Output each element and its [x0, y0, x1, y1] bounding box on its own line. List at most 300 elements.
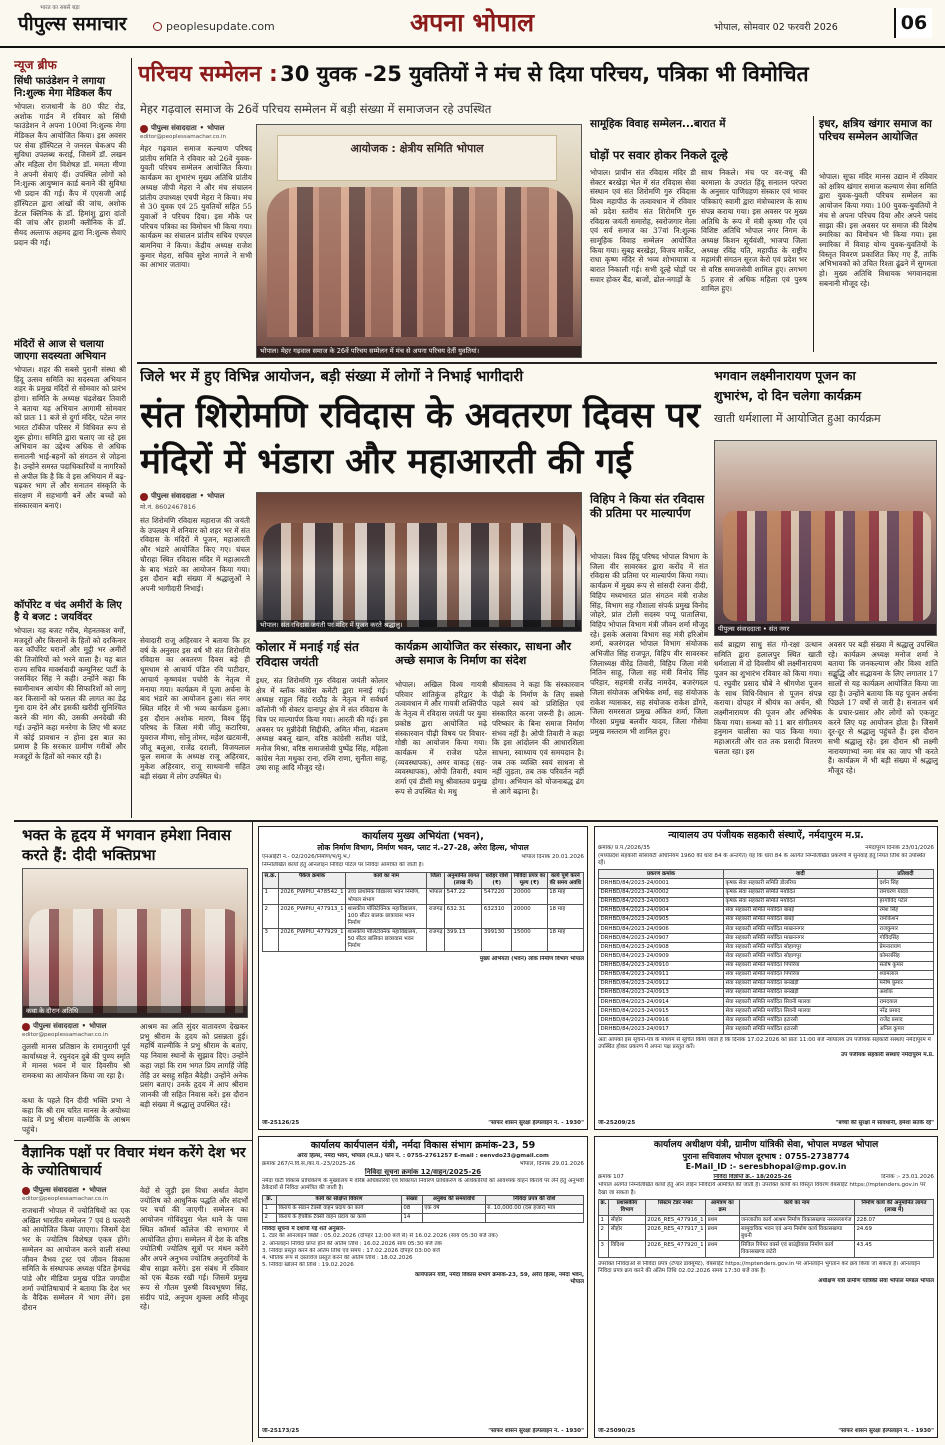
laxmi-subhead: खाती धर्मशाला में आयोजित हुआ कार्यक्रम	[714, 412, 881, 425]
table-cell	[422, 1213, 485, 1222]
bhakt-photo	[22, 868, 248, 1018]
ad-court-ref: क्रमांक/ प्र.प./2026/35	[598, 844, 651, 851]
ad-pwd-table	[262, 872, 584, 952]
ad-narmada-address: अरेरा हिल्स, नर्मदा भवन, भोपाल (म.प्र.) फोन नं. : 0755-2761257 E-mail : eenvdo23@gmail.com	[297, 1152, 549, 1159]
table-cell: सेवा सहकारी समिति मर्यादित सोहागपुर	[723, 943, 877, 952]
website-link[interactable]: peoplesupdate.com	[166, 20, 275, 33]
photo-banner	[277, 135, 557, 181]
editor-email: editor@peoplessamachar.co.in	[22, 1032, 109, 1039]
laxmi-photo-caption: पीपुल्स संवाददाता • संत नगर	[715, 624, 937, 635]
paper-logo: पीपुल्स समाचार	[18, 13, 127, 35]
ad-pwd-slogan: "साफर शासन सुरक्षा हेल्पलाइन नं. - 1930"	[488, 1119, 584, 1126]
table-cell: किराये के सेडान टैक्सी वाहन प्रदाय का कार्य	[276, 1204, 401, 1213]
table-row	[263, 928, 584, 951]
table-cell: DRHBD/84/2023-24/0906	[599, 925, 724, 934]
top-story-photo	[256, 124, 582, 358]
brief-2-body: भोपाल। शहर की सबसे पुरानी संस्था श्री हिंदू उत्सव समिति का सदस्यता अभियान शहर के प्रमुख मंदिरों से सोमवार को प्रारंभ होगा। समिति के अध्यक्ष चंद्रशेखर तिवारी ने बताया यह अभियान आगामी सोमवार को प्रातः 11 बजे से दुर्गा मंदिर, पटेल नगर भारत टॉकीज परिसर में विधिवत रूप से शुरू होगा। समिति द्वारा चलाए जा रहे इस अभियान का उद्देश्य अधिक से अधिक सनातनी भाई-बहनों को संगठन से जोड़ना है। उन्होंने समस्त पदाधिकारियों व नागरिकों से अपील कि है कि वे इस अभियान में बढ़-चढ़कर भाग लें और सनातन संस्कृति के संरक्षण में सहभागी बनें और बच्चों को संस्कारवान बनाएं।	[14, 364, 126, 510]
ad-rural-subtitle: निविदा विज्ञप्ति क्र.- 18/2025-26	[713, 1173, 792, 1180]
table-cell: राजगढ़	[427, 905, 445, 928]
ad-narmada-sign: कार्यपालन यंत्री, नर्मदा विकास संभाग क्रमांक-23, 59, अरेरा हिल्स, नर्मदा भवन, भोपाल	[414, 1271, 584, 1285]
table-cell: DRHBD/84/2023-24/0003	[599, 897, 724, 906]
table-cell: DRHBD/84/2023-24/0904	[599, 906, 724, 915]
table-header-row	[599, 870, 934, 879]
table-cell: सेवा सहकारी समिति मर्यादित सिवनी मालवा	[723, 1007, 877, 1016]
ad-court-refno: जी-25209/25	[598, 1119, 636, 1126]
brief-3-body: भोपाल। यह बजट गरीब, मेहनतकश वर्गों, मजदूरों और किसानों के हितों को दरकिनार कर कॉर्पोरेट घरानों और मुट्ठी भर अमीरों की तिजोरियों को भरने वाला है। यह बात राज्य सचिव मार्क्सवादी कम्युनिस्ट पार्टी के जसविंदर सिंह ने कही। उन्होंने कहा कि स्वामीनाथन आयोग की सिफारिशों को लागू कर किसानों को फसल की लागत का डेढ़ गुना दाम देने और इसकी खरीदी सुनिश्चित करने की मांग की, उसकी अनदेखी की गई। उन्होंने कहा मनरेगा के लिए भी बजट में कोई प्रावधान न होना इस बात का प्रमाण है कि सरकार ग्रामीण गरीबों और मजदूरों के हितों को नकार रही है।	[14, 625, 126, 761]
seated-crowd	[723, 511, 931, 621]
table-cell: प्रथम	[706, 1216, 739, 1225]
ad-court-table	[598, 869, 934, 1034]
vivah-kicker: सामूहिक विवाह सम्मेलन...बारात में	[590, 118, 726, 130]
byline-place: भोपाल	[207, 124, 225, 132]
table-row	[263, 1204, 584, 1213]
table-cell: कृषक सेवा सहकारी समिति मर्यादित	[723, 897, 877, 906]
ad-court-refline	[598, 845, 934, 852]
table-cell: 2026_PWPIU_477929_1	[278, 928, 345, 951]
ad-court-sign: उप पंजीयक सहकारी संस्थाऐं नर्मदापुरम म.प्र.	[841, 1052, 934, 1059]
table-cell: सेवा सहकारी समिति मर्यादित पिपरिया	[723, 961, 877, 970]
top-story-headline	[138, 60, 938, 94]
table-header-cell: क्र.	[263, 1195, 277, 1204]
table-cell: हरगोविंद पटेल	[877, 897, 933, 906]
table-cell: सिविल रिपेयर वर्क्स एवं बाउंड्रीवाल निर्माण कार्य विकासखण्ड लटेरी	[739, 1241, 854, 1257]
table-header-cell: पैकेज क्रमांक	[278, 872, 345, 888]
laxmi-headline: शुभारंभ, दो दिन चलेगा कार्यक्रम	[714, 388, 862, 403]
section-title: अपना भोपाल	[409, 8, 535, 37]
ad-rural-ref: क्रमांक 107	[598, 1173, 624, 1180]
ad-rural-footer: उपरोक्त निविदाओं से निविदा प्रपत्र (टेण्डर डाक्यूमेंट), वेबसाईट https://mptenders.gov.in पर ऑनलाईन भुगतान कर क्रय किया जा सकता है। ऑनलाईन निविदा प्रपत्र क्रय करने की अंतिम तिथि 02.02.2026 समय 17:30 बजे तक है।	[598, 1260, 921, 1274]
top-story-body: मेहर गढ़वाल समाज कल्याण परिषद प्रांतीय समिति ने रविवार को 26वें युवक-युवती परिचय सम्मेलन आयोजित किया। कार्यक्रम का शुभारंभ मुख्य अतिथि प्रांतीय अध्यक्ष जीपी मेहरा ने और मंच संचालन प्रांतीय उपाध्यक्ष एचपी मेहरा ने किया। मंच से 30 युवक एवं 25 युवतियों सहित 55 युवाओं ने परिचय दिया। इस मौके पर परिचय पत्रिका का विमोचन भी किया गया। कार्यक्रम का संचालन प्रांतीय सचिव एचएल बामनिया ने किया। केंद्रीय अध्यक्ष राजेश कुमार मेहरा, सचिव सुरेश नागले ने सभी का आभार जताया।	[140, 144, 252, 270]
table-cell: राजकुमार	[877, 925, 933, 934]
kshatriya-headline: इधर, क्षत्रिय खंगार समाज का परिचय सम्मेलन आयोजित	[819, 118, 932, 144]
table-header-cell: स.क्र.	[263, 872, 279, 888]
table-cell: 20000	[512, 905, 548, 928]
ad-court-notice	[594, 826, 938, 1130]
table-cell: 15000	[512, 928, 548, 951]
bhakt-body-2: कथा के पहले दिन दीदी भक्ति प्रभा ने कहा कि श्री राम चरित मानस के अयोध्या कांड में प्रभु श्रीराम वाल्मीकि के आश्रम पहुंचे।	[22, 1096, 130, 1135]
table-header-row	[263, 872, 584, 888]
kshatriya-body: भोपाल। सूफा मंदिर मानस उद्यान में रविवार को क्षत्रिय खंगार समाज कल्याण सेवा समिति द्वारा युवक-युवती परिचय सम्मेलन का आयोजन किया गया। 100 युवक-युवतियों ने मंच से अपना परिचय दिया और अपने पसंद साझा की। इस अवसर पर समाज की विशेष स्मारिका का विमोचन भी किया गया। इस स्मारिका में विवाह योग्य युवक-युवतियों के विस्तृत विवरण प्रकाशित किए गए हैं, ताकि अभिभावकों को उचित रिश्ता ढूंढने में सुगमता हो। मुख्य अतिथि विधायक भगवानदास सबनानी मौजूद रहे।	[819, 172, 937, 288]
ad-pwd-notice: निम्नलिखित कार्यों हेतु ऑनलाइन निविदा पोर्टल पर निविदा आमंत्रित की जाती है।	[262, 862, 424, 869]
table-header-cell: निविदा प्रपत्र की राशि	[485, 1195, 583, 1204]
ad-narmada-date: भोपाल, दिनांक 29.01.2026	[519, 1160, 584, 1167]
table-row	[599, 998, 934, 1007]
table-cell: सेवा सहकारी समिति मर्यादित बाबई	[723, 906, 877, 915]
column-divider	[131, 58, 132, 818]
laxmi-place: संत नगर	[768, 625, 790, 634]
table-cell: DRHBD/84/2023-24/0913	[599, 988, 724, 997]
ad-pwd-title: कार्यालय मुख्य अभियंता (भवन),	[362, 831, 484, 842]
news-brief-column	[14, 58, 126, 818]
ad-pwd-date: भोपाल दिनांक 20.01.2026	[521, 854, 584, 861]
section-divider	[14, 820, 938, 822]
table-cell: सेवा सहकारी समिति मर्यादित बाबई	[723, 915, 877, 924]
byline-icon	[22, 1187, 30, 1195]
table-row	[599, 879, 934, 888]
vhp-body: भोपाल। विश्व हिंदू परिषद भोपाल विभाग के जिला वीर सावरकर द्वारा करोंद में संत रविदास की प्रतिमा पर माल्यार्पण किया गया। कार्यक्रम में मुख्य रूप से सांसदी रंजना दीदी, विहिप मध्यभारत प्रांत संगठन मंत्री राजेश सिंह, विभाग सह गौशाला संपर्क प्रमुख विनोद जोहरे, प्रांत टोली सदस्य पप्पू पातालिया, विहिप भोपाल विभाग मंत्री जीवन शर्मा मौजूद रहे। इसके अलावा विभाग सह मंत्री हरिओम शर्मा, बजरंगदल भोपाल विभाग संयोजक अभिजीत सिंह राजपूत, विहिप वीर सावरकर जिलाध्यक्ष वीरेंद्र तिवारी, विहिप जिला मंत्री नितिन साहू, जिला सह मंत्री विनोद सिंह परिहार, सहमंत्री राजेंद्र नामदेव, बजरंगदल जिला संयोजक अभिषेक शर्मा, सह संयोजक राकेश ग्यासकर, सह संयोजक राकेश डोंगरे, जिला समरसता प्रमुख अंकित शर्मा, जिला गौरक्षा प्रमुख बलवीर यादव, जिला गौसेवा प्रमुख मस्तराम भी शामिल हुए।	[590, 552, 708, 736]
lead-body-1: संत शिरोमणि रविदास महाराज की जयंती के उपलक्ष्य में शनिवार को शहर भर में संत रविदास के मंदिरों में पूजन, महाआरती और भंडारे आयोजित किए गए। चंचल चौराहा स्थित रविदास मंदिर में महाआरती के बाद भंडारे का आयोजन किया गया। इस दौरान बड़ी संख्या में श्रद्धालुओं ने अपनी भागीदारी निभाई।	[140, 516, 250, 593]
vaigyanik-body-2: वेदों से जुड़ी इस विधा अर्थात वेदांग ज्योतिष को आधुनिक पद्धति और संदर्भों पर चर्चा की जाएगी। सम्मेलन का आयोजन गोविंदपुरा भेल थाने के पास स्थित कॉमर्स कॉलेज की सभागार में आयोजित होगा। सम्मेलन में देश के वरिष्ठ ज्योतिषी ज्योतिष सूत्रों पर मंथन करेंगे और अपने अनुभव ज्योतिष अनुरागियों के बीच साझा करेंगे। इस संबंध में रविवार को एक बैठक रखी गई। जिसमें प्रमुख रूप से गौतम पुरुषी विश्वभूषण सिंह, संदीप पांडे, अनूपम शुक्ला आदि मौजूद रहे।	[140, 1186, 248, 1312]
globe-icon	[153, 22, 162, 31]
table-header-cell: निर्माण कार्य की अनुमानित लागत (लाख में)	[854, 1199, 933, 1215]
ad-narmada-slogan: "साफर शासन सुरक्षा हेल्पलाइन नं. - 1930"	[488, 1427, 584, 1434]
ad-rural-date: दिनांक :- 23.01.2026	[881, 1173, 934, 1180]
ad-pwd-footer: मुख्य अभियंता (भवन) लोक निर्माण विभाग भोपाल	[479, 955, 584, 962]
byline-name: पीपुल्स संवाददाता	[33, 1186, 79, 1194]
table-cell: राजगढ़	[427, 928, 445, 951]
table-cell: 14	[401, 1213, 422, 1222]
list-item: 3. निविदा प्रस्तुत करने की अंतिम तिथि एवं समय : 17.02.2026 दोपहर 03:00 बजे	[262, 1247, 440, 1254]
ad-narmada-title: कार्यालय कार्यपालन यंत्री, नर्मदा विकास संभाग क्रमांक-23, 59	[310, 1140, 536, 1151]
bhakt-byline: पीपुल्स संवाददाता • भोपाल editor@peoplessamachar.co.in	[22, 1022, 142, 1040]
table-cell: DRHBD/84/2023-24/0909	[599, 952, 724, 961]
vivah-headline: घोड़ों पर सवार होकर निकले दूल्हे	[590, 148, 728, 162]
section-divider	[137, 362, 937, 364]
table-cell: अशोक	[877, 988, 933, 997]
table-cell: DRHBD/84/2023-24/0914	[599, 998, 724, 1007]
sanskar-headline: कार्यक्रम आयोजित कर संस्कार, साधना और अच्छे समाज के निर्माण का संदेश	[395, 640, 571, 668]
table-cell: 228.07	[854, 1216, 933, 1225]
table-cell: संतोष कुमार	[877, 961, 933, 970]
ad-pwd-refno: जी-25126/25	[262, 1119, 300, 1126]
byline-icon	[22, 1023, 30, 1031]
table-header-cell: प्रकरण क्रमांक	[599, 870, 724, 879]
paper-tagline: भारत का सबसे बड़ा	[40, 5, 80, 11]
ad-rural-notice: भोपाल अंतर्गत निम्नलिखित कार्यों हेतु ऑन लाईन निविदायें आमंत्रित की जाती है। उपरोक्त कार्यों का विस्तृत विवरण वेबसाईट https://mptenders.gov.in पर देखा जा सकता है।	[598, 1182, 926, 1196]
table-cell: 547.22	[445, 888, 482, 904]
table-cell: रामचरण यादव	[877, 888, 933, 897]
table-row	[599, 1225, 934, 1241]
top-story-title: 30 युवक -25 युवतियों ने मंच से दिया परिचय, पत्रिका भी विमोचित	[280, 62, 809, 86]
table-cell: 18 माह	[547, 905, 583, 928]
top-story-byline: पीपुल्स संवाददाता • भोपाल editor@peoplessamachar.co.in	[140, 124, 252, 144]
table-cell: DRHBD/84/2023-24/0912	[599, 979, 724, 988]
table-header-cell: वादी	[723, 870, 877, 879]
table-row	[599, 1025, 934, 1034]
brief-1-title: सिंधी फाउंडेशन ने लगाया नि:शुल्क मेगा मेडिकल कैंप	[14, 75, 112, 99]
sanskar-body-1: भोपाल। अखिल विश्व गायत्री परिवार शांतिकुंज हरिद्वार के तत्वावधान में और गायत्री शक्तिपीठ के नेतृत्व में रविदास जयंती पर युवा प्रकोष्ठ द्वारा आयोजित मढ़े संस्कारवान पीढ़ी विषय पर विचार-गोष्ठी का आयोजन किया गया। कार्यक्रम में राजेश पटेल (व्यवस्थापक), अमर वाकड़ (सह-व्यवस्थापक), ओपी तिवारी, श्याम शर्मा एवं डीसी मधु श्रीवास्तव प्रमुख रूप से उपस्थित थे। मधु	[395, 680, 487, 796]
table-cell: 2026_PWPIU_477913_1	[278, 905, 345, 928]
vivah-body-1: भोपाल। प्राचीन संत रविदास मंदिर डी सेक्टर बरखेड़ा भेल में संत रविदास सेवा संस्थान एवं संत शिरोमणि गुरु रविदास विश्व महापीठ के तत्वावधान में रविवार को प्रदेश स्तरीय संत शिरोमणि गुरु रविदास जयंती समारोह, स्वरोजगार मेला एवं सर्व समाज का 37वां नि:शुल्क सामूहिक विवाह सम्मेलन आयोजित किया गया। सुबह बरखेड़ा, विजय मार्केट, राधा कृष्ण मंदिर से भव्य शोभायात्रा व बारात निकाली गई। सभी दूल्हे घोड़ों पर सवार होकर बैंड, बाजों, ढोल-नगाड़ों के	[590, 168, 696, 284]
banner-text: आयोजक : क्षेत्रीय समिति भोपाल	[350, 142, 484, 155]
table-header-row	[599, 1199, 934, 1215]
masthead	[0, 0, 945, 48]
table-cell: श्यामलाल	[877, 970, 933, 979]
table-cell: DRHBD/84/2023-24/0910	[599, 961, 724, 970]
table-cell: 2	[599, 1225, 609, 1241]
table-cell: सीहोर	[609, 1225, 645, 1241]
ad-rural-tender	[594, 1136, 938, 1438]
byline-name: पीपुल्स संवाददाता	[151, 492, 197, 500]
table-row	[599, 961, 934, 970]
table-cell: 2026_RES_477917_1	[645, 1225, 705, 1241]
table-header-cell: प्रशासकीय विभाग	[609, 1199, 645, 1215]
kolar-body: इधर, संत शिरोमणि गुरु रविदास जयंती कोलार क्षेत्र में ब्लॉक कांग्रेस कमेटी द्वारा मनाई गई। अध्यक्ष राहुल सिंह राठौड़ के नेतृत्व में सर्वधर्म कॉलोनी भी सेक्टर दानापुर क्षेत्र में संत रविदास के चित्र पर माल्यार्पण किया गया। आरती की गई। इस अवसर पर मुन्नीदेवी सिद्दीकी, अमित मीना, मंडलम अध्यक्ष बबलू खान, वरिष्ठ कांग्रेसी सतीश पांडे, मनोज मिश्रा, वरिष्ठ समाजसेवी पुष्पेंद्र सिंह, महिला कांग्रेस नेता मधुका राना, रश्मि राणा, सुनीता साहू, उषा साहू आदि मौजूद रहे।	[256, 676, 388, 773]
ad-pwd-ref: एनआईटी नं.- 02/2026/निर्माण/भ/मु.भ./	[262, 854, 351, 861]
brief-1-body: भोपाल। राजधानी के 80 फीट रोड, अशोक गार्डन में रविवार को सिंधी फाउंडेशन ने अपना 100वां नि:शुल्क मेगा मेडिकल कैंप आयोजित किया। इस अवसर पर सेवा हॉस्पिटल ने जनरल चेकअप की सुविधा उपलब्ध कराई, जिसमें डॉ. लखन और महिला रोग विशेषज्ञ डॉ. ममता मीणा ने अपनी सेवाएं दीं। उपस्थित लोगों को नि:शुल्क आयुष्मान कार्ड बनाने की सुविधा भी प्रदान की गई। कैंप में एएसजी आई हॉस्पिटल द्वारा आंखों की जांच, अशोक डेंटल क्लिनिक के डॉ. हिमांशु द्वारा दांतों की जांच और हाशमी क्लीनिक के डॉ. सैयद अल्ताफ अहमद द्वारा नि:शुल्क सेवाएं प्रदान की गईं।	[14, 101, 126, 247]
vivah-body-2: साथ निकले। मंच पर वर-वधू की बरमाला के उपरांत हिंदू सनातन परंपरा के अनुसार पाणिग्रहण संस्कार एवं भावर पत्रिकाएं स्वामी द्वारा मंत्रोच्चारण के साथ संपन्न कराया गया। इस अवसर पर मुख्य अतिथि के रूप में मंत्री कृष्णा गौर एवं विशिष्ट अतिथि भोपाल नगर निगम के अध्यक्ष किशन सूर्यवंशी, भाजपा जिला अध्यक्ष रविंद्र यति, महापीठ के राष्ट्रीय महामंत्री संगठन सूरज केरो एवं प्रदेश भर से वरिष्ठ समाजसेवी शामिल हुए। लगभग 5 हजार से अधिक महिला एवं पुरुष शामिल हुए।	[701, 168, 807, 294]
table-cell: 2026_RES_477920_1	[645, 1241, 705, 1257]
table-cell: DRHBD/84/2023-24/0917	[599, 1025, 724, 1034]
table-cell: 2026_PWPIU_478542_1	[278, 888, 345, 904]
ad-pwd-bottom	[262, 1120, 584, 1127]
page-number: 06	[894, 8, 932, 38]
table-cell: किराये के हैचबैक टैक्सी वाहन प्रदाय का कार्य	[276, 1213, 401, 1222]
table-cell: 3	[263, 928, 279, 951]
vhp-headline: विहिप ने किया संत रविदास की प्रतिमा पर माल्यार्पण	[590, 492, 705, 521]
table-cell: नरेंद्र प्रसाद	[877, 1007, 933, 1016]
table-row	[599, 943, 934, 952]
ad-narmada-table	[262, 1195, 584, 1223]
table-cell: 1	[263, 888, 279, 904]
top-photo-caption: भोपाल। मेहर गढ़वाल समाज के 26वें परिचय सम्मेलन में मंच से अपना परिचय देतीं युवतियां।	[257, 346, 582, 357]
table-cell: सेवा सहकारी समिति मर्यादित माखननगर	[723, 925, 877, 934]
table-cell: 632310	[482, 905, 512, 928]
list-item: 2. ऑनलाइन निविदा प्राप्त होने की अंतिम तिथि : 16.02.2026 सायं 05:30 बजे तक	[262, 1240, 442, 1247]
table-row	[599, 925, 934, 934]
table-header-cell: निविदा प्रपत्र का मूल्य (₹)	[512, 872, 548, 888]
table-cell: रामकिशन	[877, 915, 933, 924]
table-row	[599, 1016, 934, 1025]
table-row	[599, 988, 934, 997]
lead-byline: पीपुल्स संवाददाता • भोपाल मो.नं. 8602467816	[140, 492, 252, 512]
table-cell: कोमलसिंह	[877, 952, 933, 961]
table-cell: उच्च प्राथमिक विद्यालय भवन निर्माण, भोपाल संभाग	[346, 888, 427, 904]
table-row	[599, 906, 934, 915]
table-cell: राजेंद्र प्रसाद	[877, 1016, 933, 1025]
ad-court-footer: अतः आपको इस सूचना-पत्र के माध्यम से सूचित किया जाता है कि दिनांक 17.02.2026 को प्रातः 11:00 बजे न्यायालय उप पंजीयक सहकारी संस्थाएं नर्मदापुरम में उपस्थित होकर प्रकरण में अपना पक्ष प्रस्तुत करें।	[598, 1036, 931, 1050]
table-header-cell: कार्य का संक्षिप्त विवरण	[276, 1195, 401, 1204]
table-header-cell: सिस्टम टेंडर नम्बर	[645, 1199, 705, 1215]
table-header-cell: अनुमानित लागत (लाख में)	[445, 872, 482, 888]
table-cell: सेवा सहकारी समिति मर्यादित बनखेड़ी	[723, 979, 877, 988]
ad-pwd-address: लोक निर्माण विभाग, निर्माण भवन, प्लाट नं.-27-28, अरेरा हिल्स, भोपाल	[317, 843, 529, 853]
laxmi-photo	[714, 440, 937, 636]
ad-narmada-refline	[262, 1161, 584, 1168]
table-cell: 2	[263, 905, 279, 928]
laxmi-byline: पीपुल्स संवाददाता	[718, 625, 761, 634]
lead-headline: संत शिरोमणि रविदास के अवतरण दिवस पर मंदिरों में भंडारा और महाआरती की गई	[140, 396, 701, 483]
table-row	[599, 1007, 934, 1016]
bhakt-body-1: तुलसी मानस प्रतिष्ठान के रामानुरागी पूर्व कार्याध्यक्ष ने. रघुनंदन दुबे की पुण्य स्मृति में मानस भवन में चार दिवसीय श्री रामकथा का आयोजन किया जा रहा है।	[22, 1042, 130, 1081]
table-cell: प्रेमनारायण	[877, 943, 933, 952]
table-row	[599, 934, 934, 943]
table-row	[599, 888, 934, 897]
table-cell: कृषक सेवा सहकारी समिति डोलरिया	[723, 879, 877, 888]
ad-court-notice-text: (मध्यप्रदेश सहकारी सोसायटी अधिनियम 1960 की धारा 84 के अन्तर्गत) यह कि धारा 84 के अंतर्गत निम्नलिखित प्रकरणों में सुनवाई हेतु नियत तिथि को उपस्थित रहें।	[598, 852, 926, 867]
table-cell: DRHBD/84/2023-24/0911	[599, 970, 724, 979]
ad-rural-slogan: "साफर शासन सुरक्षा हेल्पलाइन नं. - 1930"	[838, 1427, 934, 1434]
lead-body-2: सेवादारी राजू अहिरवार ने बताया कि हर वर्ष के अनुसार इस वर्ष भी संत शिरोमणि रविदास का अवतरण दिवस बड़े ही धूमधाम से आचार्य पंडित रवि पाटीदार, आचार्य कृष्णवंश पचोरी के नेतृत्व में मनाया गया। कार्यक्रम में पूजा अर्चना के बाद भंडारे का आयोजन हुआ। संत नगर स्थित मंदिर में भी भव्य कार्यक्रम हुआ। इस दौरान अशोक मारण, विश्व हिंदू परिषद के जिला मंत्री जीतू कटारिया, युवराज मीणा, सोनू तोमर, महेश खटवानी, जीतू बलूआ, राजेंद्र दराली, विजयलाल फूल समाज के अध्यक्ष राजू अहिरवार, मुकेश अहिरवार, राजू साथवानी सहित बड़ी संख्या में लोग उपस्थित थे।	[140, 636, 250, 781]
table-header-cell: कार्य का नाम	[739, 1199, 854, 1215]
table-cell: एक वर्ष	[422, 1204, 485, 1213]
table-cell: 18 माह	[547, 888, 583, 904]
table-cell: 632.31	[445, 905, 482, 928]
dateline: भोपाल, सोमवार 02 फरवरी 2026	[714, 22, 838, 33]
byline-name: पीपुल्स संवाददाता	[33, 1022, 79, 1030]
table-cell: 399.13	[445, 928, 482, 951]
crowd-silhouettes	[263, 523, 577, 627]
table-cell: 2026_RES_477916_1	[645, 1216, 705, 1225]
top-story-kicker: परिचय सम्मेलन :	[138, 62, 278, 87]
ad-rural-sign: अधीक्षण यंत्री ग्रामीण यांत्रिकी सेवा भोपाल मण्डल भोपाल	[818, 1278, 934, 1285]
table-row	[263, 888, 584, 904]
ad-narmada-dates	[262, 1233, 584, 1269]
table-header-cell: क्र.	[599, 1199, 609, 1215]
table-cell: जनजातीय कार्य आश्रम निर्माण विकासखण्ड नसरुल्लागंज	[739, 1216, 854, 1225]
ad-rural-bottom	[598, 1428, 934, 1435]
byline-name: पीपुल्स संवाददाता	[151, 124, 197, 132]
table-cell: सेवा सहकारी समिति मर्यादित पिपरिया	[723, 970, 877, 979]
table-cell: 2	[263, 1213, 277, 1222]
ad-narmada-tender	[258, 1136, 588, 1438]
table-header-cell: कार्य पूर्ण करने की समय अवधि	[547, 872, 583, 888]
column-divider	[813, 116, 814, 352]
table-cell: 18 माह	[547, 928, 583, 951]
table-cell: रामदयाल	[877, 998, 933, 1007]
top-story-subhead: मेहर गढ़वाल समाज के 26वें परिचय सम्मेलन में बड़ी संख्या में समाजजन रहे उपस्थित	[140, 102, 492, 116]
list-item: 1. टेंडर की ऑनलाइन बिक्री : 05.02.2026 (दोपहर 12:00 बजे से) से 16.02.2026 (सायं 05:30 बजे तक)	[262, 1233, 498, 1240]
table-header-cell: जिला	[427, 872, 445, 888]
table-cell: मनीष कुमार	[877, 979, 933, 988]
vaigyanik-headline: वैज्ञानिक पक्षों पर विचार मंथन करेंगे देश भर के ज्योतिषाचार्य	[22, 1145, 246, 1180]
table-cell: 1	[263, 1204, 277, 1213]
stage-people	[29, 909, 243, 1013]
table-header-cell: प्रतिवादी	[877, 870, 933, 879]
bhakt-body-3: आश्रम का अति सुंदर वातावरण देखकर प्रभु श्रीराम के हृदय को प्रसन्नता हुई। महर्षि वाल्मीकि ने प्रभु श्रीराम के बताए, यह निवास स्थानों के सुझाव दिए। उन्होंने कहा जहां कि राम भगत प्रिय लागहिं जेहि तेहि उर बसहु सहित बैदेही। उन्होंने अनेक प्रसंग बताए। उनके हृदय में आप श्रीराम जानकी जी सहित निवास करें। इस दौरान बड़ी संख्या में श्रद्धालु उपस्थित रहे।	[140, 1022, 248, 1109]
table-cell: DRHBD/84/2023-24/0001	[599, 879, 724, 888]
table-cell: गोविंदसिंह	[877, 934, 933, 943]
byline-place: भोपाल	[89, 1186, 107, 1194]
table-cell: DRHBD/84/2023-24/0915	[599, 1007, 724, 1016]
ad-pwd-tender	[258, 826, 588, 1130]
ad-rural-address: पुराना सचिवालय भोपाल दूरभाष : 0755-2738774	[682, 1151, 850, 1161]
table-row	[599, 970, 934, 979]
ad-narmada-subtitle: निविदा सूचना क्रमांक 12/वाहन/2025-26	[364, 1168, 482, 1177]
table-cell: 399130	[482, 928, 512, 951]
list-item: 5. निविदा खोलने की तिथि : 19.02.2026	[262, 1262, 354, 1269]
list-item: 4. भौतिक रूप से दस्तावेज प्रस्तुत करने की अंतिम तिथि : 18.02.2026	[262, 1255, 413, 1262]
table-row	[263, 905, 584, 928]
table-cell	[485, 1213, 583, 1222]
table-cell: रमेश सिंह	[877, 906, 933, 915]
ad-court-bottom	[598, 1120, 934, 1127]
table-cell: विदिशा	[609, 1241, 645, 1257]
table-cell: दर्शन सिंह	[877, 879, 933, 888]
byline-place: भोपाल	[207, 492, 225, 500]
table-cell: 43.45	[854, 1241, 933, 1257]
table-cell: शासकीय पॉलिटेक्निक महाविद्यालय, 50 सीटर बालिका छात्रावास भवन निर्माण	[346, 928, 427, 951]
laxmi-body-2: अवसर पर बड़ी संख्या में श्रद्धालु उपस्थित रहे। कार्यक्रम अध्यक्ष मनोज शर्मा ने बताया कि जनकल्याण और विश्व शांति सद्बुद्धि और सद्भावना के लिए लगातार 17 सालों से यह कार्यक्रम आयोजित किया जा रहा है। उन्होंने बताया कि यह पूजन अर्चना पिछले 17 वर्षों से जारी है। सनातन धर्म के प्रचार-प्रसार और लोगों को एकजुट करने लिए यह आयोजन होता है। जिसमें दूर-दूर से श्रद्धालु पहुंचते हैं। इस दौरान सभी श्रद्धालु रहे। इस दौरान श्री लक्ष्मी नारायणाभ्यां नमः मंत्र का जाप भी करते हैं। कार्यक्रम में भी बड़ी संख्या में श्रद्धालु मौजूद रहे।	[828, 640, 938, 776]
table-cell: सेवा सहकारी समिति मर्यादित सिवनी मालवा	[723, 998, 877, 1007]
table-row	[599, 952, 934, 961]
editor-email: editor@peoplessamachar.co.in	[22, 1196, 109, 1203]
table-header-cell: संख्या	[401, 1195, 422, 1204]
section-divider	[14, 1140, 252, 1141]
table-cell: सामुदायिक भवन एवं अन्य निर्माण कार्य विकासखण्ड बुधनी	[739, 1225, 854, 1241]
table-cell: प्रथम	[706, 1225, 739, 1241]
table-row	[599, 915, 934, 924]
ad-court-title: न्यायालय उप पंजीयक सहकारी संस्थाऐं, नर्मदापुरम म.प्र.	[668, 830, 864, 841]
lead-photo	[256, 492, 582, 632]
table-row	[599, 979, 934, 988]
table-cell: सेवा सहकारी समिति मर्यादित माखननगर	[723, 934, 877, 943]
table-cell: शासकीय पॉलिटेक्निक महाविद्यालय, 100 सीटर बालक छात्रावास भवन निर्माण	[346, 905, 427, 928]
table-header-cell: अनुबंध की समयावधि	[422, 1195, 485, 1204]
ad-rural-refno: जी-25090/25	[598, 1427, 636, 1434]
table-header-cell: आमंत्रण का क्रम	[706, 1199, 739, 1215]
news-brief-label: न्यूज ब्रीफ	[14, 58, 57, 72]
laxmi-kicker: भगवान लक्ष्मीनारायण पूजन का	[714, 368, 856, 383]
ad-court-slogan: "बच्चों की सुरक्षा में सावधानी, हमेशा सतर्क रहें"	[835, 1119, 934, 1126]
byline-place: भोपाल	[89, 1022, 107, 1030]
ad-narmada-ref: क्रमांक 267/न.वि.सं./का.य.-23/2025-26	[262, 1160, 356, 1167]
table-cell: DRHBD/84/2023-24/0908	[599, 943, 724, 952]
table-cell: अनिल कुमार	[877, 1025, 933, 1034]
vaigyanik-body-1: राजधानी भोपाल में ज्योतिषियों का एक अखिल भारतीय सम्मेलन 7 एवं 8 फरवरी को आयोजित किया जाएगा। जिसमें देश भर के ज्योतिष विशेषज्ञ एकत्र होंगे। सम्मेलन का आयोजन करने वाली संस्था जीवन वैभव ट्रस्ट एवं जीवन विकास समिति के संस्थापक अध्यक्ष पंडित हेमचंद्र पांडे और मीडिया प्रमुख पंडित जगदीश शर्मा ज्योतिषाचार्य ने बताया कि देश भर के वैदिक सम्मेलन में भाग लेंगे। इस दौरान	[22, 1206, 130, 1313]
lead-mobile: मो.नं. 8602467816	[140, 503, 196, 512]
editor-email: editor@peoplessamachar.co.in	[140, 134, 227, 141]
byline-icon	[140, 493, 148, 501]
table-row	[263, 1213, 584, 1222]
table-row	[599, 1241, 934, 1257]
ad-narmada-refno: जी-25173/25	[262, 1427, 300, 1434]
ad-rural-title: कार्यालय अधीक्षण यंत्री, ग्रामीण यांत्रिकी सेवा, भोपाल मण्डल भोपाल	[653, 1140, 879, 1150]
table-cell: कृषक सेवा सहकारी समिति मर्यादित	[723, 888, 877, 897]
table-cell: 3	[599, 1241, 609, 1257]
table-cell: DRHBD/84/2023-24/0916	[599, 1016, 724, 1025]
ad-court-date: नर्मदापुरम दिनांक 23/01/2026	[865, 844, 934, 851]
table-cell: 547220	[482, 888, 512, 904]
ad-narmada-notice: नर्मदा घाटी विकास प्राधिकरण के मुख्यालय में वरिष्ठ अधिकारियों एवं शिकायत निवारण प्राधिकरण के अधिकारियों को आवश्यक वाहन किराये पर लेने हेतु अनुभवी ठेकेदारों से निविदा आमंत्रित की जाती है।	[262, 1178, 584, 1192]
ad-pwd-refline	[262, 854, 584, 861]
bhakt-photo-caption: कथा के दौरान अतिथि	[23, 1006, 248, 1017]
table-row	[599, 897, 934, 906]
brief-2-title: मंदिरों से आज से चलाया जाएगा सदस्यता अभियान	[14, 338, 106, 362]
lead-photo-caption: भोपाल। संत रविदास जयंती पर मंदिर में पूजन करते श्रद्धालु।	[257, 620, 582, 631]
table-cell: 24.69	[854, 1225, 933, 1241]
people-silhouettes	[267, 187, 573, 337]
table-cell: सीहोर	[609, 1216, 645, 1225]
table-cell: DRHBD/84/2023-24/0907	[599, 934, 724, 943]
table-cell: सेवा सहकारी समिति मर्यादित बनखेड़ी	[723, 988, 877, 997]
sanskar-body-2: श्रीवास्तव ने कहा कि संस्कारवान पीढ़ी के निर्माण के लिए सबसे पहले स्वयं को प्रशिक्षित एवं संस्कारित करना जरूरी है। आत्म-परिष्कार के बिना समाज निर्माण संभव नहीं है। ओपी तिवारी ने कहा कि इस आंदोलन की आधारशिला साधना, स्वाध्याय एवं समयदान है। जब तक व्यक्ति स्वयं साधना से नहीं जुड़ता, तब तक परिवर्तन नहीं होगा। अभियान को योजनाबद्ध ढंग से आगे बढ़ाना है।	[492, 680, 584, 796]
laxmi-body-1: सर्व ब्राह्मण साधु संत गो-रक्षा उत्थान समिति द्वारा हलालपुर स्थित खाती धर्मशाला में दो दिवसीय श्री लक्ष्मीनारायण पूजन का शुभारंभ रविवार को किया गया। पं. रघुवीर प्रसाद चौबे ने श्रीगणेश पूजन के साथ विधि-विधान से पूजन संपन्न कराया। दोपहर में श्रीयंत्र का अर्चन, श्री लक्ष्मीनारायण की पूजन और अभिषेक किया गया। सन्ध्या को 11 बार संगीतमय हनुमान चालीसा का पाठ किया गया। महाआरती और रात तक प्रसादी वितरण चलता रहा। इस	[714, 640, 822, 756]
lead-kicker: जिले भर में हुए विभिन्न आयोजन, बड़ी संख्या में लोगों ने निभाई भागीदारी	[140, 369, 524, 385]
table-cell: सेवा सहकारी समिति मर्यादित इटारसी	[723, 1025, 877, 1034]
table-cell: DRHBD/84/2023-24/0002	[599, 888, 724, 897]
table-cell: 08	[401, 1204, 422, 1213]
bhakt-headline: भक्त के हृदय में भगवान हमेशा निवास करते हैं: दीदी भक्तिप्रभा	[22, 826, 232, 864]
table-header-row	[263, 1195, 584, 1204]
table-cell: सेवा सहकारी समिति मर्यादित सोहागपुर	[723, 952, 877, 961]
table-cell: रु. 10,000.00 (दस हजार) मात्र	[485, 1204, 583, 1213]
ad-rural-table	[598, 1199, 934, 1258]
table-header-cell: कार्य का नाम	[346, 872, 427, 888]
table-row	[599, 1216, 934, 1225]
table-cell: सेवा सहकारी समिति मर्यादित इटारसी	[723, 1016, 877, 1025]
ad-rural-email: E-Mail_ID :- seresbhopal@mp.gov.in	[685, 1162, 847, 1172]
byline-icon	[140, 125, 148, 133]
ad-narmada-dates-title: निविदा सूचना में दर्शायी गई शर्तें अनुसार-	[262, 1226, 346, 1233]
table-cell: भोपाल	[427, 888, 445, 904]
table-cell: 1	[599, 1216, 609, 1225]
column-divider	[252, 822, 253, 1442]
table-header-cell: धरोहर राशि (₹)	[482, 872, 512, 888]
ad-narmada-bottom	[262, 1428, 584, 1435]
table-cell: 20000	[512, 888, 548, 904]
kolar-headline: कोलार में मनाई गई संत रविदास जयंती	[256, 640, 359, 670]
